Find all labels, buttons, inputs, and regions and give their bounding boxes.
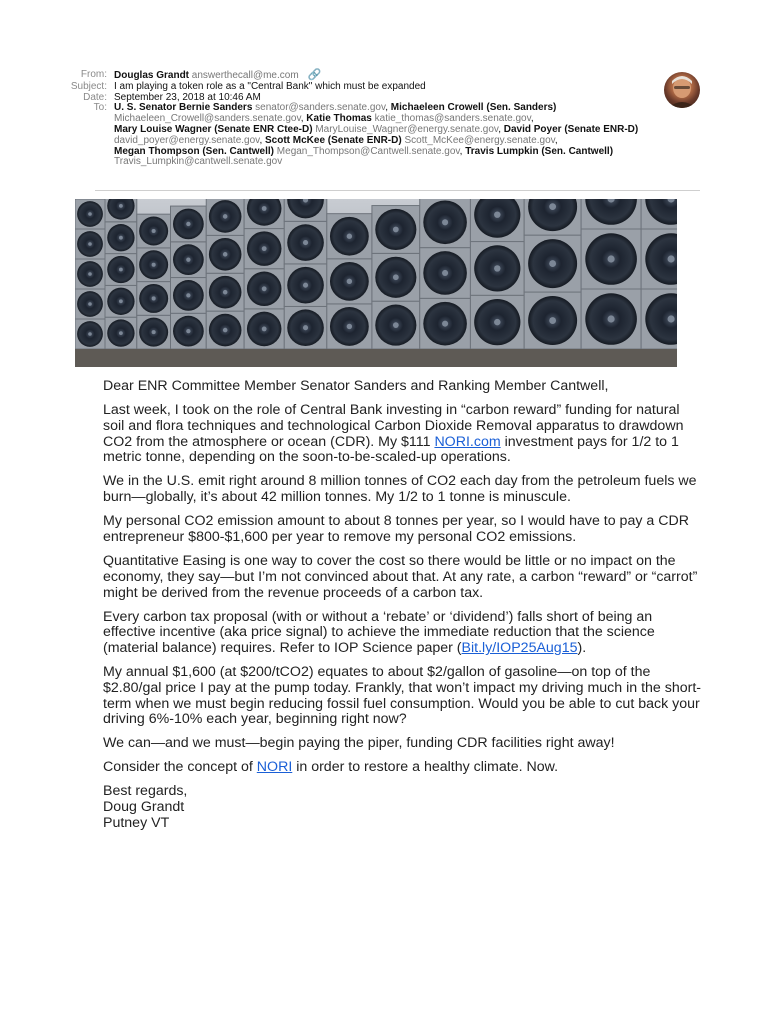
to-label: To: (93, 102, 107, 114)
header-divider (95, 190, 700, 191)
recipient-email[interactable]: Scott_McKee@energy.senate.gov (404, 134, 555, 146)
signature (103, 784, 703, 831)
recipient-name[interactable]: Travis Lumpkin (Sen. Cantwell) (465, 145, 614, 157)
recipient-email[interactable]: Megan_Thompson@Cantwell.senate.gov (276, 145, 460, 157)
nori-link[interactable]: NORI (256, 759, 293, 776)
recipient-email[interactable]: david_poyer@energy.senate.gov (114, 134, 260, 146)
recipient-email[interactable]: katie_thomas@sanders.senate.gov (374, 113, 531, 125)
recipient-name[interactable]: Michaeleen Crowell (Sen. Sanders) (390, 102, 557, 114)
paragraph (103, 610, 703, 657)
paperclip-icon[interactable]: 🔗 (307, 69, 322, 81)
iop-paper-link[interactable]: Bit.ly/IOP25Aug15 (461, 640, 578, 657)
sender-avatar[interactable] (664, 72, 700, 108)
recipient-name[interactable]: Katie Thomas (306, 113, 372, 125)
email-body (103, 379, 703, 832)
sender-name[interactable]: Douglas Grandt (114, 70, 190, 81)
date-text: September 23, 2018 at 10:46 AM (114, 91, 261, 103)
recipient-name[interactable]: Megan Thompson (Sen. Cantwell) (114, 145, 275, 157)
paragraph: We can—and we must—begin paying the piper, funding CDR facilities right away! (103, 735, 615, 752)
recipient-list: U. S. Senator Bernie Sanders senator@sanders.senate.gov, Michaeleen Crowell (Sen. Sanders) Michaeleen_Crowell@sanders.senate.gov, Katie Thomas katie_thomas@sanders.senate.gov, Mary Louise Wagner (Senate ENR Ctee-D) MaryLouise_Wagner@energy.senate.gov, David Poyer (Senate ENR-D) david_poyer@energy.senate.gov, Scott McKee (Senate ENR-D) Scott_McKee@energy.senate.gov, Megan Thompson (Sen. Cantwell) Megan_Thompson@Cantwell.senate.gov, Travis Lumpkin (Sen. Cantwell) Travis_Lumpkin@cantwell.senate.gov (114, 102, 639, 168)
subject-text: I am playing a token role as a "Central Bank" which must be expanded (114, 80, 426, 92)
paragraph: My personal CO2 emission amount to about 8 tonnes per year, so I would have to pay a CDR entrepreneur $800-$1,600 per year to remove my personal CO2 emissions. (103, 513, 689, 545)
paragraph (103, 403, 703, 466)
fan-array-photo (75, 199, 677, 367)
paragraph-text: Every carbon tax proposal (with or without a ‘rebate’ or ‘dividend’) falls short of being an effective incentive (aka price signal) to achieve the immediate reduction that the science (material balance) requires. Refer to IOP Science paper ( (103, 608, 655, 657)
from-label: From: (80, 69, 107, 80)
to-row (0, 103, 700, 168)
date-label: Date: (83, 91, 107, 103)
recipient-name[interactable]: David Poyer (Senate ENR-D) (503, 123, 639, 135)
recipient-email[interactable]: Travis_Lumpkin@cantwell.senate.gov (114, 156, 283, 168)
signature-name: Doug Grandt (103, 799, 185, 816)
sender-email[interactable]: answerthecall@me.com (191, 70, 299, 81)
recipient-name[interactable]: Mary Louise Wagner (Senate ENR Ctee-D) (114, 123, 313, 135)
paragraph: My annual $1,600 (at $200/tCO2) equates to about $2/gallon of gasoline—on top of the $2.80/gal price I pay at the pump today. Frankly, that won’t impact my driving much in the short-term when we must begin reducing fossil fuel consumption. Would you be able to cut back your driving 6%-10% each year, beginning right now? (103, 664, 701, 728)
closing: Best regards, (103, 783, 188, 800)
paragraph-text: investment pays for 1/2 to 1 metric tonne, depending on the soon-to-be-scaled-up operations. (103, 433, 679, 466)
paragraph-text: in order to restore a healthy climate. Now. (292, 759, 559, 776)
recipient-name[interactable]: U. S. Senator Bernie Sanders (114, 102, 253, 114)
paragraph: Quantitative Easing is one way to cover the cost so there would be little or no impact on the economy, they say—but I’m not convinced about that. At any rate, a carbon “reward” or “carrot” might be derived from the revenue proceeds of a carbon tax. (103, 552, 698, 601)
paragraph-text: Last week, I took on the role of Central Bank investing in “carbon reward” funding for natural soil and flora techniques and technological Carbon Dioxide Removal apparatus to drawdown CO2 from the atmosphere or ocean (CDR). My $111 (103, 401, 684, 450)
signature-place: Putney VT (103, 815, 170, 832)
subject-row (0, 82, 700, 93)
email-header (0, 70, 700, 168)
paragraph-text: ). (577, 640, 587, 657)
recipient-email[interactable]: Michaeleen_Crowell@sanders.senate.gov (114, 113, 301, 125)
nori-com-link[interactable]: NORI.com (434, 433, 501, 450)
recipient-email[interactable]: MaryLouise_Wagner@energy.senate.gov (315, 123, 499, 135)
recipient-name[interactable]: Scott McKee (Senate ENR-D) (265, 134, 402, 146)
subject-label: Subject: (70, 80, 107, 92)
paragraph: We in the U.S. emit right around 8 million tonnes of CO2 each day from the petroleum fuels we burn—globally, it’s about 42 million tonnes. My 1/2 to 1 tonne is minuscule. (103, 473, 697, 506)
avatar-portrait (664, 72, 700, 108)
paragraph (103, 760, 703, 776)
paragraph-text: Consider the concept of (103, 759, 257, 776)
recipient-email[interactable]: senator@sanders.senate.gov (255, 102, 386, 114)
greeting: Dear ENR Committee Member Senator Sanders and Ranking Member Cantwell, (103, 378, 609, 394)
